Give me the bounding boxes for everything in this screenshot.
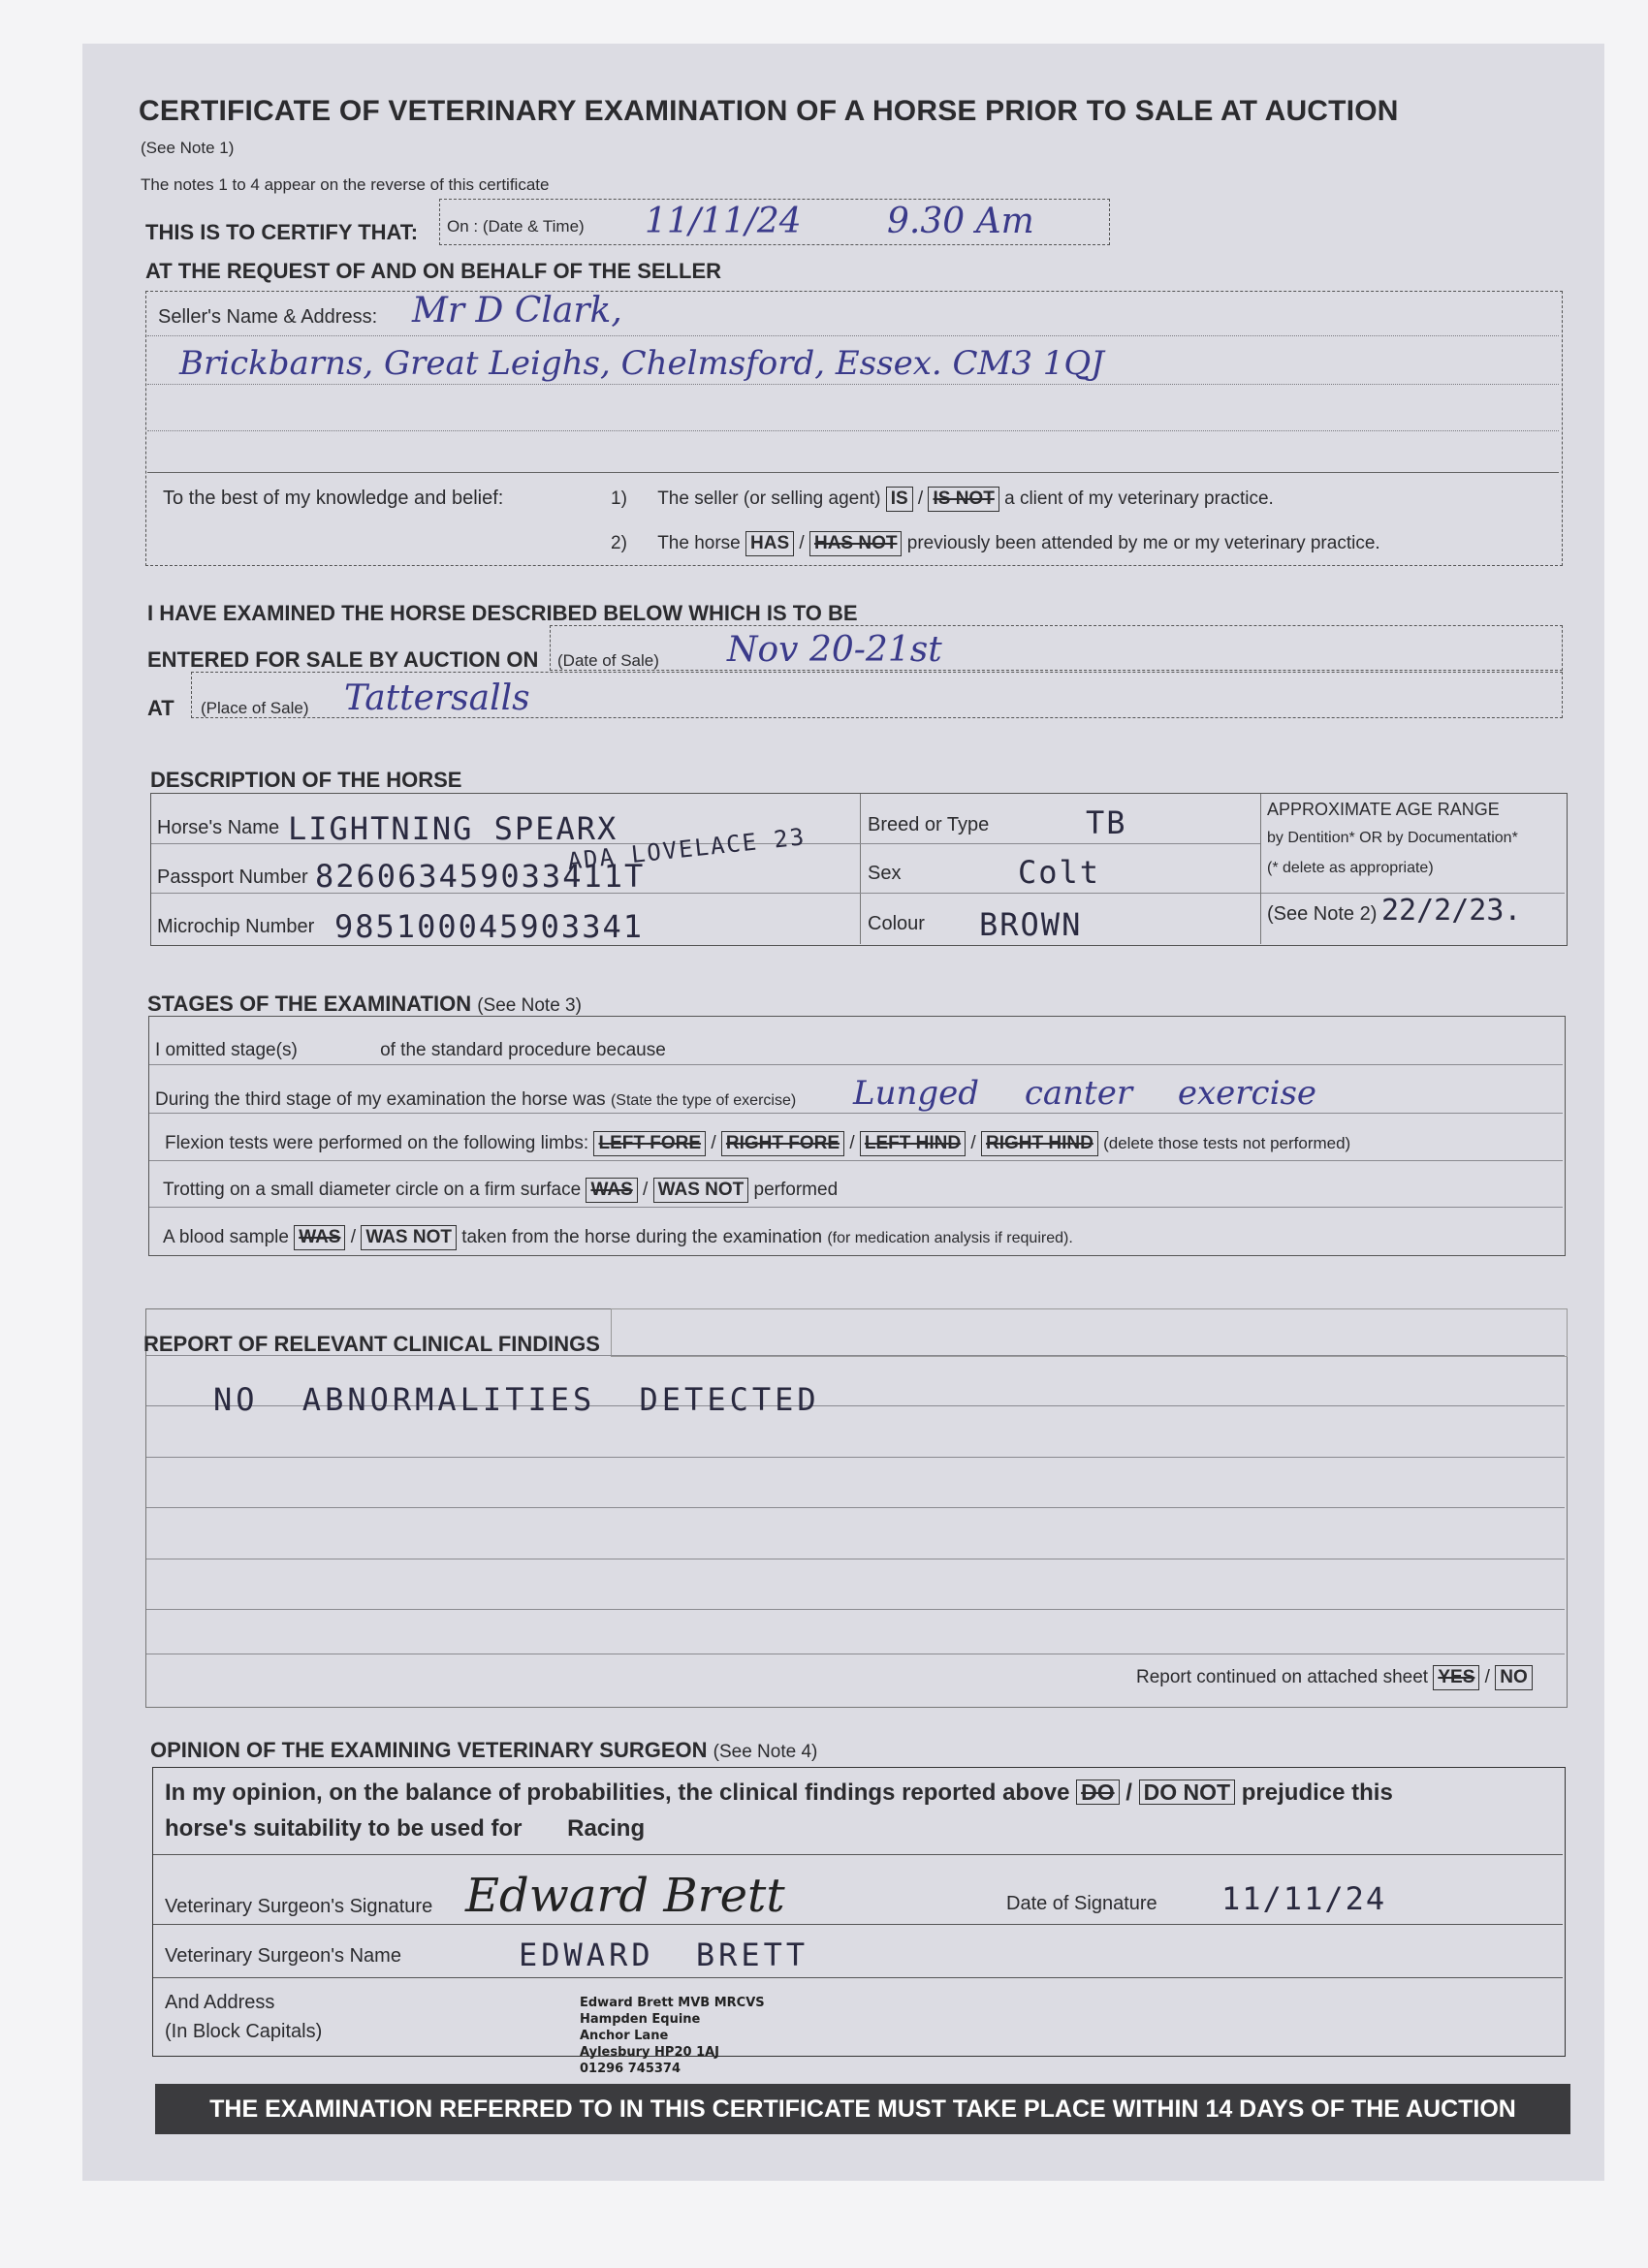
date-of-signature-value: 11/11/24 xyxy=(1221,1880,1387,1917)
blood-was-not-option[interactable]: WAS NOT xyxy=(361,1225,457,1250)
horse-name-label: Horse's Name xyxy=(157,817,280,838)
horse-name-note: ADA LOVELACE 23 xyxy=(566,823,808,875)
flexion-post: (delete those tests not performed) xyxy=(1103,1134,1351,1152)
breed-value: TB xyxy=(1086,804,1127,841)
signature-label: Veterinary Surgeon's Signature xyxy=(165,1896,433,1917)
omitted-label-b: of the standard procedure because xyxy=(380,1040,666,1060)
suitability-row xyxy=(165,1815,645,1843)
knowledge-label: To the best of my knowledge and belief: xyxy=(163,488,504,509)
left-hind-option[interactable]: LEFT HIND xyxy=(860,1131,966,1156)
right-hind-option[interactable]: RIGHT HIND xyxy=(981,1131,1098,1156)
has-not-option[interactable]: HAS NOT xyxy=(809,531,903,556)
flexion-label: Flexion tests were performed on the following limbs: xyxy=(165,1133,589,1153)
microchip-label: Microchip Number xyxy=(157,916,315,937)
suitability-label: horse's suitability to be used for xyxy=(165,1815,523,1842)
block-capitals-label: (In Block Capitals) xyxy=(165,2021,323,2042)
horse-name-value: LIGHTNING SPEARX xyxy=(288,810,618,847)
signature-value: Edward Brett xyxy=(465,1869,785,1923)
entered-line: ENTERED FOR SALE BY AUCTION ON xyxy=(147,647,539,672)
vet-address-stamp xyxy=(580,1995,765,2077)
stamp-line: 01296 745374 xyxy=(580,2062,681,2076)
item1-num: 1) xyxy=(611,488,627,509)
trot-label: Trotting on a small diameter circle on a firm surface xyxy=(163,1180,582,1200)
examined-line: I HAVE EXAMINED THE HORSE DESCRIBED BELOW WHICH IS TO BE xyxy=(147,601,858,625)
opinion-note: (See Note 4) xyxy=(713,1742,818,1762)
third-stage-note: (State the type of exercise) xyxy=(610,1092,797,1109)
age-delete-note: (* delete as appropriate) xyxy=(1267,860,1434,876)
continued-no-option[interactable]: NO xyxy=(1495,1665,1533,1690)
at-label: AT xyxy=(147,696,174,720)
has-option[interactable]: HAS xyxy=(745,531,794,556)
footer-banner: THE EXAMINATION REFERRED TO IN THIS CERTIFICATE MUST TAKE PLACE WITHIN 14 DAYS OF THE AUCTION xyxy=(155,2084,1570,2134)
certificate-title: CERTIFICATE OF VETERINARY EXAMINATION OF A HORSE PRIOR TO SALE AT AUCTION xyxy=(139,95,1399,127)
place-of-sale-value: Tattersalls xyxy=(344,678,530,718)
stamp-line: Aylesbury HP20 1AJ xyxy=(580,2045,720,2060)
blood-post: taken from the horse during the examination xyxy=(461,1227,823,1247)
clinical-finding-value: NO ABNORMALITIES DETECTED xyxy=(213,1381,820,1418)
blood-row: A blood sample WAS / WAS NOT taken from the horse during the examination (for medication analysis if required). xyxy=(163,1225,1073,1250)
stages-note: (See Note 3) xyxy=(477,995,582,1016)
report-section xyxy=(145,1308,1568,1708)
item1-pre: The seller (or selling agent) xyxy=(657,488,881,509)
age-range-label: APPROXIMATE AGE RANGE xyxy=(1267,800,1500,819)
vet-name-value: EDWARD BRETT xyxy=(519,1937,809,1973)
address-label: And Address xyxy=(165,1992,275,2013)
vet-name-label: Veterinary Surgeon's Name xyxy=(165,1945,401,1967)
opinion-heading-row xyxy=(150,1738,817,1763)
right-fore-option[interactable]: RIGHT FORE xyxy=(721,1131,844,1156)
trot-was-not-option[interactable]: WAS NOT xyxy=(653,1178,749,1203)
opinion-statement-row: In my opinion, on the balance of probabilities, the clinical findings reported above DO / DO NOT prejudice this xyxy=(165,1780,1393,1806)
blood-was-option[interactable]: WAS xyxy=(294,1225,345,1250)
opinion-heading: OPINION OF THE EXAMINING VETERINARY SURGEON xyxy=(150,1738,708,1762)
horse-attended-row: 2) The horse HAS / HAS NOT previously been attended by me or my veterinary practice. xyxy=(611,531,1380,556)
opinion-line-a: In my opinion, on the balance of probabilities, the clinical findings reported above xyxy=(165,1780,1070,1806)
omitted-label-a: I omitted stage(s) xyxy=(155,1040,298,1060)
place-of-sale-label: (Place of Sale) xyxy=(201,699,309,717)
stages-heading-row xyxy=(147,992,582,1017)
date-of-sale-field[interactable] xyxy=(550,625,1563,671)
age-dentition-label: by Dentition* OR by Documentation* xyxy=(1267,830,1518,846)
seller-client-row: 1) The seller (or selling agent) IS / IS NOT a client of my veterinary practice. xyxy=(611,487,1274,512)
sex-label: Sex xyxy=(868,863,902,884)
certify-label: THIS IS TO CERTIFY THAT: xyxy=(145,220,419,244)
date-of-sale-value: Nov 20-21st xyxy=(727,630,942,670)
item2-post: previously been attended by me or my veterinary practice. xyxy=(906,533,1380,553)
seller-address-value: Brickbarns, Great Leighs, Chelmsford, Essex. CM3 1QJ xyxy=(179,344,1104,383)
report-heading: REPORT OF RELEVANT CLINICAL FINDINGS xyxy=(143,1332,600,1356)
breed-label: Breed or Type xyxy=(868,814,990,835)
is-option[interactable]: IS xyxy=(886,487,913,512)
stamp-line: Anchor Lane xyxy=(580,2029,669,2043)
third-stage-label: During the third stage of my examination the horse was xyxy=(155,1089,606,1110)
trot-post: performed xyxy=(753,1180,839,1200)
trot-was-option[interactable]: WAS xyxy=(586,1178,637,1203)
colour-label: Colour xyxy=(868,913,925,934)
blood-label: A blood sample xyxy=(163,1227,289,1247)
continued-yes-option[interactable]: YES xyxy=(1433,1665,1479,1690)
passport-value: 826063459033411T xyxy=(315,858,646,895)
prejudice-text: prejudice this xyxy=(1241,1780,1393,1806)
blood-note: (for medication analysis if required). xyxy=(827,1230,1073,1246)
seller-name-label: Seller's Name & Address: xyxy=(158,306,378,328)
seller-section xyxy=(145,291,1563,566)
suitability-value: Racing xyxy=(567,1815,646,1842)
stamp-line: Hampden Equine xyxy=(580,2012,701,2027)
exam-date-value: 11/11/24 xyxy=(645,202,802,241)
request-line: AT THE REQUEST OF AND ON BEHALF OF THE SELLER xyxy=(145,259,721,283)
colour-value: BROWN xyxy=(979,906,1083,943)
date-of-signature-label: Date of Signature xyxy=(1006,1893,1157,1914)
sex-value: Colt xyxy=(1018,854,1101,891)
report-continued-label: Report continued on attached sheet xyxy=(1136,1667,1429,1687)
flexion-row: Flexion tests were performed on the following limbs: LEFT FORE / RIGHT FORE / LEFT HIND / RIGHT HIND (delete those tests not performed) xyxy=(165,1131,1350,1156)
passport-label: Passport Number xyxy=(157,866,308,888)
stages-heading: STAGES OF THE EXAMINATION xyxy=(147,992,472,1016)
age-value: 22/2/23. xyxy=(1381,894,1522,928)
do-not-option[interactable]: DO NOT xyxy=(1139,1780,1235,1805)
left-fore-option[interactable]: LEFT FORE xyxy=(593,1131,706,1156)
do-option[interactable]: DO xyxy=(1076,1780,1120,1805)
exercise-type-value: Lunged canter exercise xyxy=(853,1074,1317,1113)
see-note-2: (See Note 2) xyxy=(1267,903,1378,925)
item2-pre: The horse xyxy=(657,533,741,553)
trot-row: Trotting on a small diameter circle on a firm surface WAS / WAS NOT performed xyxy=(163,1178,838,1203)
notes-line: The notes 1 to 4 appear on the reverse of this certificate xyxy=(141,175,550,194)
stamp-line: Edward Brett MVB MRCVS xyxy=(580,1996,765,2010)
item1-post: a client of my veterinary practice. xyxy=(1004,488,1274,509)
third-stage-row xyxy=(155,1089,796,1111)
item2-num: 2) xyxy=(611,533,627,553)
is-not-option[interactable]: IS NOT xyxy=(928,487,998,512)
omitted-row xyxy=(155,1040,666,1061)
seller-name-value: Mr D Clark, xyxy=(412,291,622,331)
date-of-sale-label: (Date of Sale) xyxy=(557,651,659,670)
report-continued-row: Report continued on attached sheet YES / NO xyxy=(1136,1665,1533,1690)
see-note-1: (See Note 1) xyxy=(141,139,235,157)
exam-time-value: 9.30 Am xyxy=(887,202,1034,241)
on-date-time-label: On : (Date & Time) xyxy=(447,217,585,236)
microchip-value: 985100045903341 xyxy=(334,908,644,945)
description-heading: DESCRIPTION OF THE HORSE xyxy=(150,768,462,792)
